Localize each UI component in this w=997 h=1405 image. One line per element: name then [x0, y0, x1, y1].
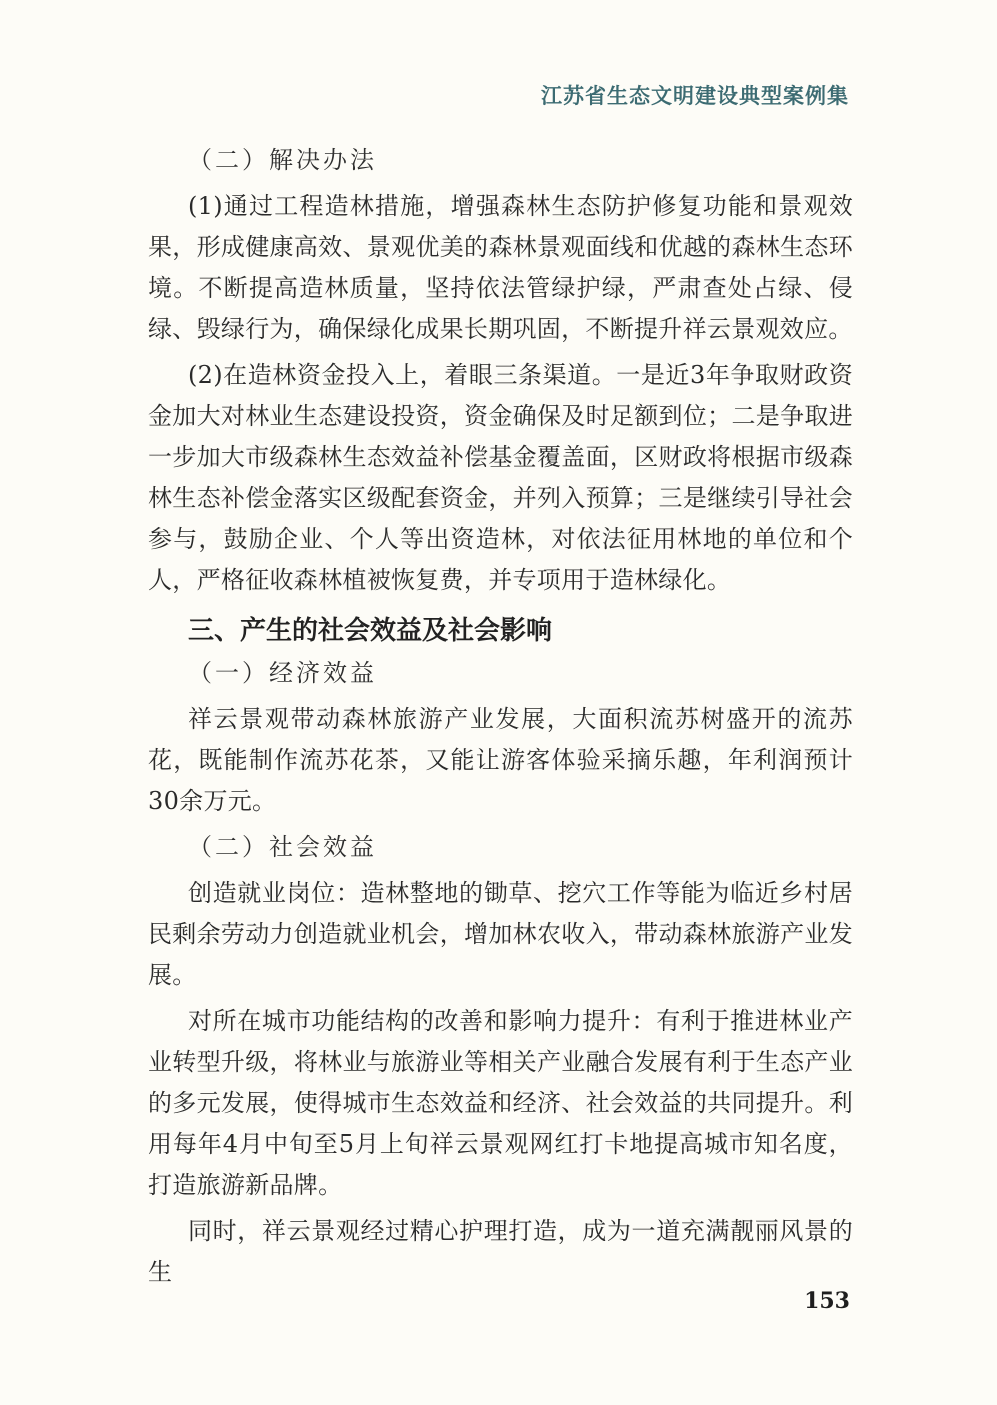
paragraph-employment: 创造就业岗位：造林整地的锄草、挖穴工作等能为临近乡村居民剩余劳动力创造就业机会，增加林农收入，带动森林旅游产业发展。: [148, 879, 853, 989]
section-heading-social-benefits: 三、产生的社会效益及社会影响: [188, 616, 553, 646]
paragraph-city-function: 对所在城市功能结构的改善和影响力提升：有利于推进林业产业转型升级，将林业与旅游业等相关产业融合发展有利于生态产业的多元发展，使得城市生态效益和经济、社会效益的共同提升。利用每年4月中旬至5月上旬祥云景观网红打卡地提高城市知名度，打造旅游新品牌。: [148, 1007, 853, 1199]
subheading-economic-benefits: （一）经济效益: [188, 659, 377, 687]
paragraph-scenery: 同时，祥云景观经过精心护理打造，成为一道充满靓丽风景的生: [148, 1217, 853, 1286]
paragraph-funding-channels: (2)在造林资金投入上，着眼三条渠道。一是近3年争取财政资金加大对林业生态建设投资，资金确保及时足额到位；二是争取进一步加大市级森林生态效益补偿基金覆盖面，区财政将根据市级森林生态补偿金落实区级配套资金，并列入预算；三是继续引导社会参与，鼓励企业、个人等出资造林，对依法征用林地的单位和个人，严格征收森林植被恢复费，并专项用于造林绿化。: [148, 361, 853, 594]
running-header-title: 江苏省生态文明建设典型案例集: [541, 83, 849, 108]
subheading-social-benefits: （二）社会效益: [188, 833, 377, 861]
page-body: [148, 140, 853, 1298]
subheading-solutions: （二）解决办法: [188, 146, 377, 174]
page-number: 153: [804, 1288, 850, 1314]
paragraph-economic-benefits: 祥云景观带动森林旅游产业发展，大面积流苏树盛开的流苏花，既能制作流苏花茶，又能让游客体验采摘乐趣，年利润预计30余万元。: [148, 705, 853, 815]
paragraph-afforestation-measures: (1)通过工程造林措施，增强森林生态防护修复功能和景观效果，形成健康高效、景观优美的森林景观面线和优越的森林生态环境。不断提高造林质量，坚持依法管绿护绿，严肃查处占绿、侵绿、毁绿行为，确保绿化成果长期巩固，不断提升祥云景观效应。: [148, 192, 853, 343]
